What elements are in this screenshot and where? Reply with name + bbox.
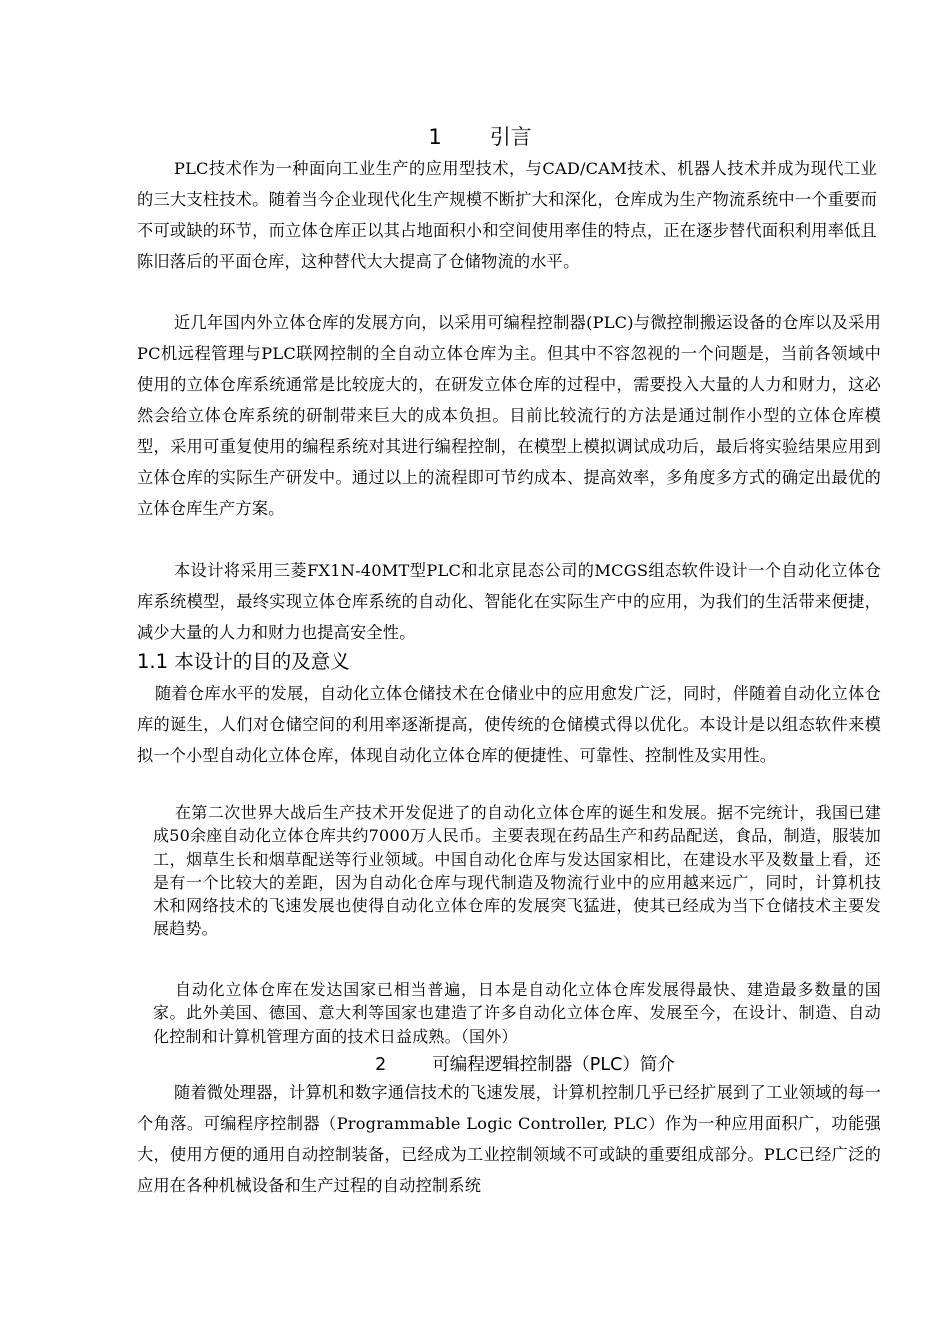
section-1-number: 1: [428, 125, 442, 149]
section-1-paragraph-3: 本设计将采用三菱FX1N-40MT型PLC和北京昆态公司的MCGS组态软件设计一个自动化立体仓库系统模型，最终实现立体仓库系统的自动化、智能化在实际生产中的应用，为我们的生活带来便捷，减少大量的人力和财力也提高安全性。: [137, 561, 881, 642]
section-2-title: 可编程逻辑控制器（PLC）简介: [432, 1055, 675, 1075]
section-1-paragraph-2: 近几年国内外立体仓库的发展方向，以采用可编程控制器(PLC)与微控制搬运设备的仓库以及采用PC机远程管理与PLC联网控制的全自动立体仓库为主。但其中不容忽视的一个问题是，当前各领域中使用的立体仓库系统通常是比较庞大的，在研发立体仓库的过程中，需要投入大量的人力和财力，这必然会给立体仓库系统的研制带来巨大的成本负担。目前比较流行的方法是通过制作小型的立体仓库模型，采用可重复使用的编程系统对其进行编程控制，在模型上模拟调试成功后，最后将实验结果应用到立体仓库的实际生产研发中。通过以上的流程即可节约成本、提高效率，多角度多方式的确定出最优的立体仓库生产方案。: [137, 313, 881, 518]
section-1-title: 引言: [489, 125, 532, 149]
section-2-number: 2: [375, 1055, 387, 1075]
section-1-1-paragraph-1: 随着仓库水平的发展，自动化立体仓储技术在仓储业中的应用愈发广泛，同时，伴随着自动化立体仓库的诞生，人们对仓储空间的利用率逐渐提高，使传统的仓储模式得以优化。本设计是以组态软件来模拟一个小型自动化立体仓库，体现自动化立体仓库的便捷性、可靠性、控制性及实用性。: [137, 684, 881, 765]
section-2-paragraph-1: 随着微处理器，计算机和数字通信技术的飞速发展，计算机控制几乎已经扩展到了工业领域的每一个角落。可编程序控制器（Programmable Logic Controller, PLC）作为一种应用面积广，功能强大，使用方便的通用自动控制装备，已经成为工业控制领域不可或缺的重要组成部分。PLC已经广泛的应用在各种机械设备和生产过程的自动控制系统: [137, 1083, 881, 1195]
section-2-heading: [0, 1053, 950, 1077]
section-1-1-heading: 1.1 本设计的目的及意义: [137, 650, 350, 673]
section-1-heading: [0, 124, 950, 150]
section-1-1-paragraph-2: 在第二次世界大战后生产技术开发促进了的自动化立体仓库的诞生和发展。据不完统计，我国已建成50余座自动化立体仓库共约7000万人民币。主要表现在药品生产和药品配送，食品，制造，服装加工，烟草生长和烟草配送等行业领域。中国自动化仓库与发达国家相比，在建设水平及数量上看，还是有一个比较大的差距，因为自动化仓库与现代制造及物流行业中的应用越来远广，同时，计算机技术和网络技术的飞速发展也使得自动化立体仓库的发展突飞猛进，使其已经成为当下仓储技术主要发展趋势。: [153, 803, 881, 939]
section-1-paragraph-1: PLC技术作为一种面向工业生产的应用型技术，与CAD/CAM技术、机器人技术并成为现代工业的三大支柱技术。随着当今企业现代化生产规模不断扩大和深化，仓库成为生产物流系统中一个重要而不可或缺的环节，而立体仓库正以其占地面积小和空间使用率佳的特点，正在逐步替代面积利用率低且陈旧落后的平面仓库，这种替代大大提高了仓储物流的水平。: [137, 159, 877, 271]
section-1-1-paragraph-3: 自动化立体仓库在发达国家已相当普遍，日本是自动化立体仓库发展得最快、建造最多数量的国家。此外美国、德国、意大利等国家也建造了许多自动化立体仓库、发展至今，在设计、制造、自动化控制和计算机管理方面的技术日益成熟。（国外）: [153, 980, 881, 1046]
